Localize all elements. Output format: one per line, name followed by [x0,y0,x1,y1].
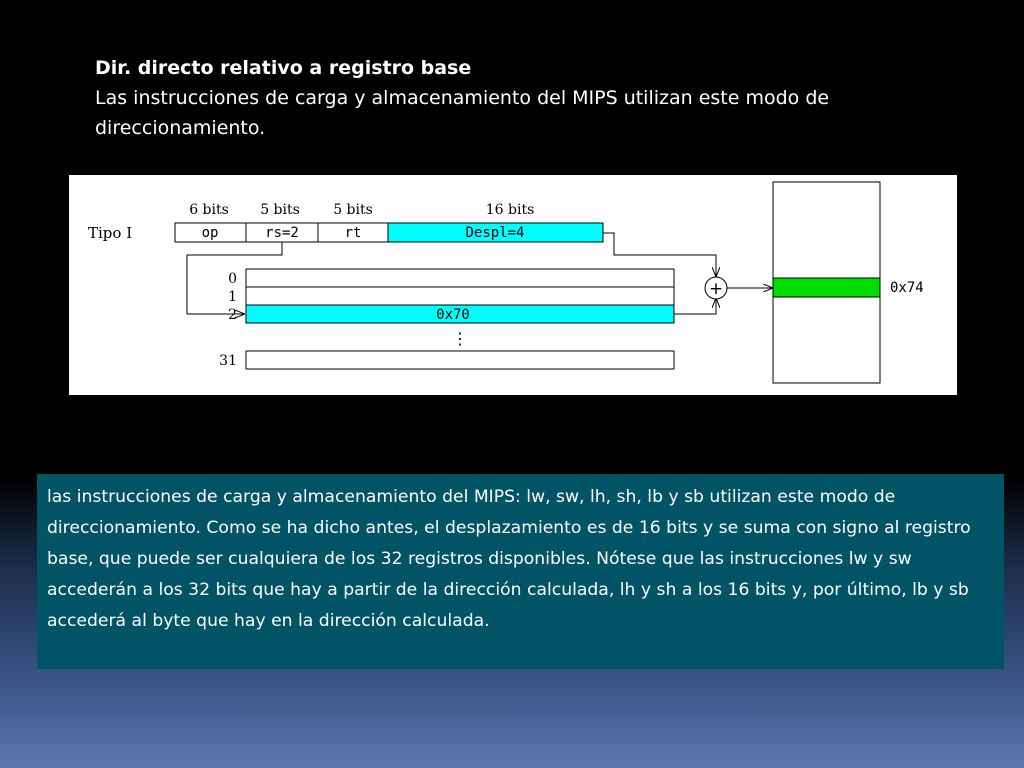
field-size-op: 6 bits [189,202,229,218]
note-text: las instrucciones de carga y almacenamiento del MIPS: lw, sw, lh, sh, lb y sb utilizan este modo de direccionamiento. Como se ha dicho antes, el desplazamiento es de 16 bits y se suma con signo al registro base, que puede ser cualquiera de los 32 registros disponibles. Nótese que las instrucciones lw y sw accederán a los 32 bits que hay a partir de la dirección calculada, lh y sh a los 16 bits y, por último, lb y sb accederá al byte que hay en la dirección calculada. [47,487,971,631]
register-value: 0x70 [436,307,470,323]
adder-symbol: + [708,279,724,299]
register-label-2: 2 [228,307,237,323]
note-box [37,474,1004,669]
memory-cell [773,278,880,297]
memory-address: 0x74 [890,280,924,296]
field-size-rt: 5 bits [333,202,373,218]
slide-heading: Dir. directo relativo a registro base [95,57,472,79]
register-label-0: 0 [228,271,237,287]
field-op: op [201,225,219,241]
register-ellipsis: ⋮ [452,329,468,348]
field-rs: rs=2 [265,225,299,241]
field-size-despl: 16 bits [485,202,535,218]
register-1 [246,287,674,305]
register-0 [246,269,674,287]
field-despl: Despl=4 [465,225,525,241]
register-label-1: 1 [228,289,237,305]
field-rt: rt [344,225,362,241]
title-block [95,53,975,143]
register-31 [246,351,674,369]
format-label: Tipo I [88,224,133,242]
field-size-rs: 5 bits [260,202,300,218]
addressing-diagram [69,175,957,395]
diagram-svg [69,175,957,395]
base-arrow [674,299,716,314]
register-label-31: 31 [219,353,237,369]
slide-intro: Las instrucciones de carga y almacenamiento del MIPS utilizan este modo de direccionamiento. [95,87,830,139]
